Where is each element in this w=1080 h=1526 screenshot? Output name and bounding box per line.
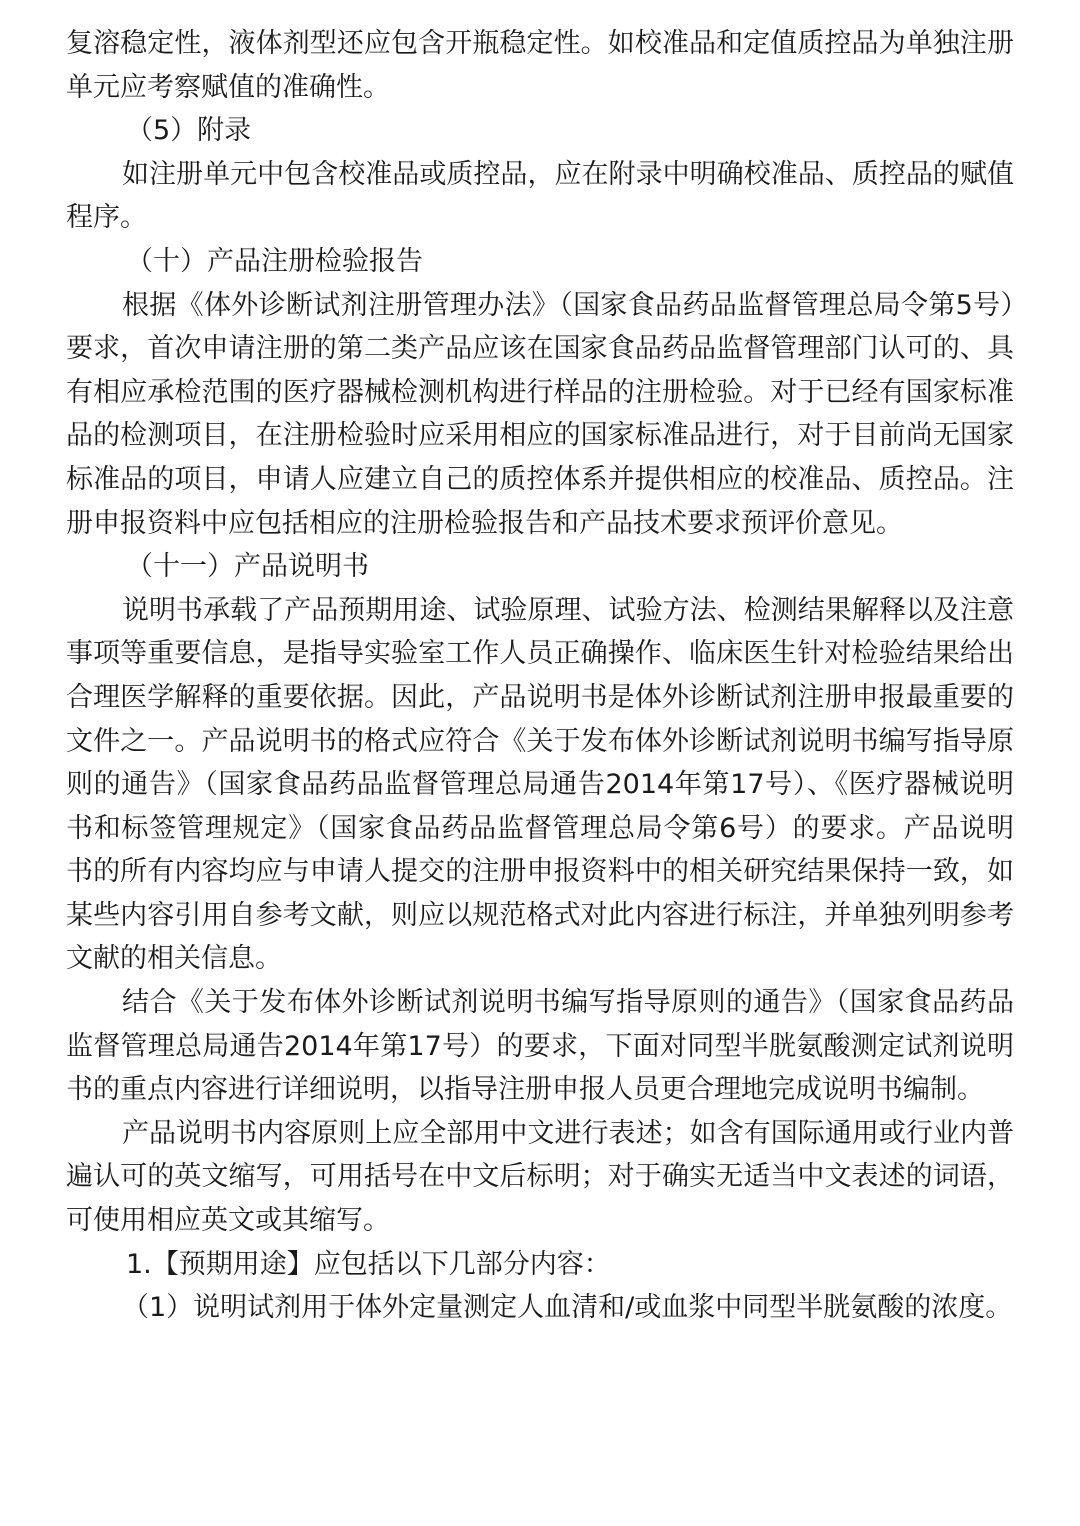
paragraph-intended-use-item-1: （1）说明试剂用于体外定量测定人血清和/或血浆中同型半胱氨酸的浓度。 xyxy=(122,1292,1013,1324)
paragraph-appendix-content: 如注册单元中包含校准品或质控品，应在附录中明确校准品、质控品的赋值程序。 xyxy=(66,158,1014,234)
heading-product-instructions: （十一）产品说明书 xyxy=(126,551,369,583)
paragraph-registration-test-report: 根据《体外诊断试剂注册管理办法》（国家食品药品监督管理总局令第5号）要求，首次申请注册的第二类产品应该在国家食品药品监督管理部门认可的、具有相应承检范围的医疗器械检测机构进行样品的注册检验。对于已经有国家标准品的检测项目，在注册检验时应采用相应的国家标准品进行，对于目前尚无国家标准品的项目，申请人应建立自己的质控体系并提供相应的校准品、质控品。注册申报资料中应包括相应的注册检验报告和产品技术要求预评价意见。 xyxy=(66,289,1014,539)
paragraph-reconstitution-stability: 复溶稳定性，液体剂型还应包含开瓶稳定性。如校准品和定值质控品为单独注册单元应考察赋值的准确性。 xyxy=(66,28,1014,103)
heading-registration-test-report: （十）产品注册检验报告 xyxy=(126,245,423,277)
heading-appendix: （5）附录 xyxy=(126,115,252,147)
heading-intended-use: 1.【预期用途】应包括以下几部分内容： xyxy=(126,1248,611,1280)
paragraph-instructions-guidance: 结合《关于发布体外诊断试剂说明书编写指导原则的通告》（国家食品药品监督管理总局通告2014年第17号）的要求，下面对同型半胱氨酸测定试剂说明书的重点内容进行详细说明，以指导注册申报人员更合理地完成说明书编制。 xyxy=(66,987,1014,1106)
paragraph-instructions-importance: 说明书承载了产品预期用途、试验原理、试验方法、检测结果解释以及注意事项等重要信息，是指导实验室工作人员正确操作、临床医生针对检验结果给出合理医学解释的重要依据。因此，产品说明书是体外诊断试剂注册申报最重要的文件之一。产品说明书的格式应符合《关于发布体外诊断试剂说明书编写指导原则的通告》（国家食品药品监督管理总局通告2014年第17号）、《医疗器械说明书和标签管理规定》（国家食品药品监督管理总局令第6号）的要求。产品说明书的所有内容均应与申请人提交的注册申报资料中的相关研究结果保持一致，如某些内容引用自参考文献，则应以规范格式对此内容进行标注，并单独列明参考文献的相关信息。 xyxy=(66,594,1014,975)
paragraph-chinese-language: 产品说明书内容原则上应全部用中文进行表述；如含有国际通用或行业内普遍认可的英文缩写，可用括号在中文后标明；对于确实无适当中文表述的词语，可使用相应英文或其缩写。 xyxy=(66,1117,1014,1237)
